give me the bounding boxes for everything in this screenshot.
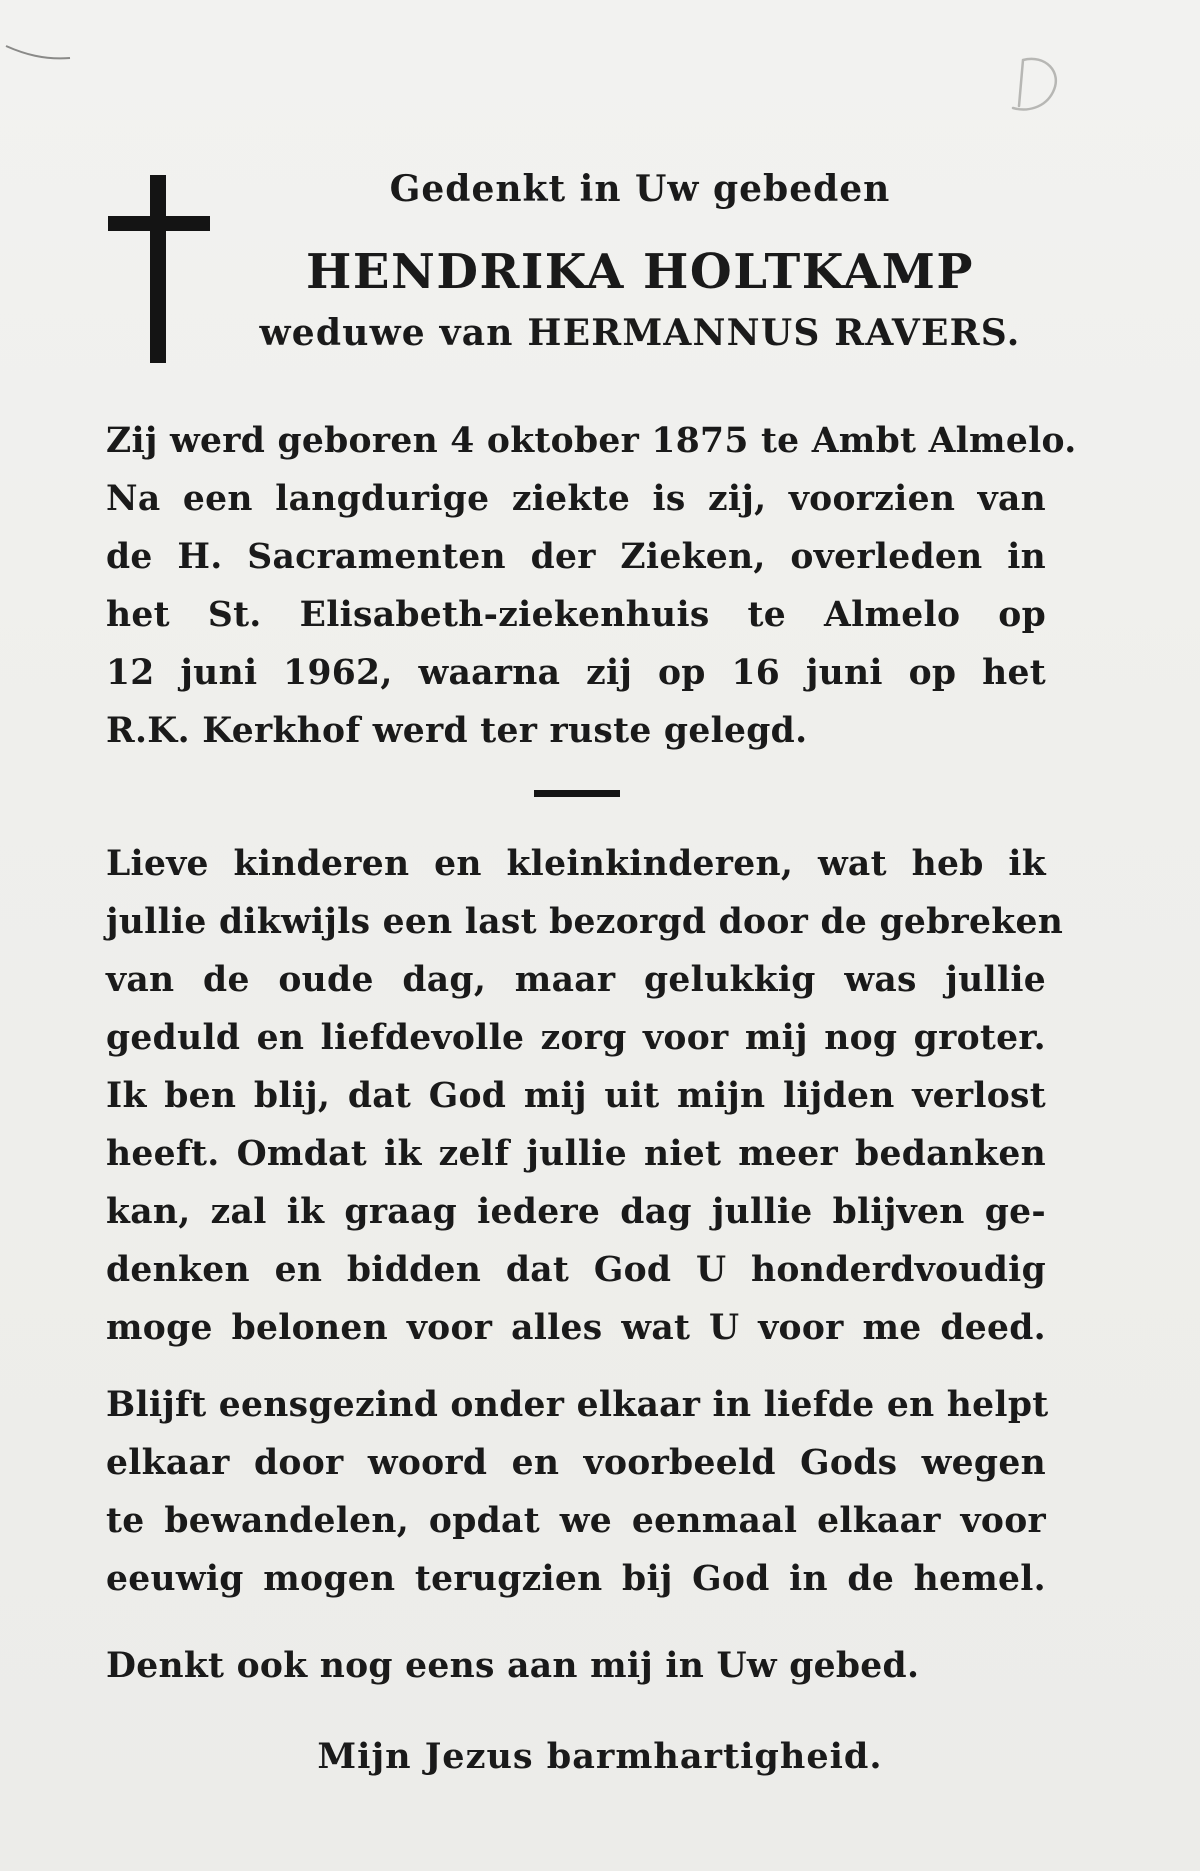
message-line: kan, zal ik graag iedere dag jullie blijven ge- (106, 1192, 1046, 1232)
exhortation-line: elkaar door woord en voorbeeld Gods wegen (106, 1443, 1046, 1483)
message-line: geduld en liefdevolle zorg voor mij nog groter. (106, 1018, 1046, 1058)
corner-scratch (4, 40, 74, 70)
biography-line: R.K. Kerkhof werd ter ruste gelegd. (106, 711, 808, 751)
message-line: Ik ben blij, dat God mij uit mijn lijden verlost (106, 1076, 1046, 1116)
section-divider (534, 790, 620, 797)
exhortation-line: Blijft eensgezind onder elkaar in liefde en helpt (106, 1385, 1049, 1425)
widow-of-line: weduwe van HERMANNUS RAVERS. (259, 312, 1021, 354)
message-line: van de oude dag, maar gelukkig was jullie (106, 960, 1046, 1000)
prayer-request-paragraph (106, 1637, 1046, 1695)
message-line: moge belonen voor alles wat U voor me deed. (106, 1308, 1046, 1348)
prayer-request-line: Denkt ook nog eens aan mij in Uw gebed. (106, 1646, 920, 1686)
message-paragraph (106, 835, 1064, 1357)
biography-line: de H. Sacramenten der Zieken, overleden in (106, 537, 1046, 577)
cross-vertical-bar (150, 175, 166, 363)
exhortation-paragraph (106, 1376, 1049, 1608)
message-line: Lieve kinderen en kleinkinderen, wat heb ik (106, 844, 1046, 884)
message-line: jullie dikwijls een last bezorgd door de gebreken (106, 902, 1064, 942)
message-line: heeft. Omdat ik zelf jullie niet meer bedanken (106, 1134, 1046, 1174)
biography-line: het St. Elisabeth-ziekenhuis te Almelo op (106, 595, 1046, 635)
deceased-name: HENDRIKA HOLTKAMP (306, 244, 974, 300)
closing-invocation: Mijn Jezus barmhartigheid. (317, 1736, 883, 1777)
biography-paragraph (106, 412, 1077, 760)
cross-icon (108, 175, 210, 363)
exhortation-line: te bewandelen, opdat we eenmaal elkaar voor (106, 1501, 1046, 1541)
intro-line: Gedenkt in Uw gebeden (389, 168, 891, 210)
exhortation-line: eeuwig mogen terugzien bij God in de hemel. (106, 1559, 1046, 1599)
cross-horizontal-bar (108, 216, 210, 231)
biography-line: Zij werd geboren 4 oktober 1875 te Ambt Almelo. (106, 421, 1077, 461)
biography-line: 12 juni 1962, waarna zij op 16 juni op het (106, 653, 1046, 693)
pencil-mark (1005, 50, 1065, 120)
message-line: denken en bidden dat God U honderdvoudig (106, 1250, 1046, 1290)
biography-line: Na een langdurige ziekte is zij, voorzien van (106, 479, 1046, 519)
